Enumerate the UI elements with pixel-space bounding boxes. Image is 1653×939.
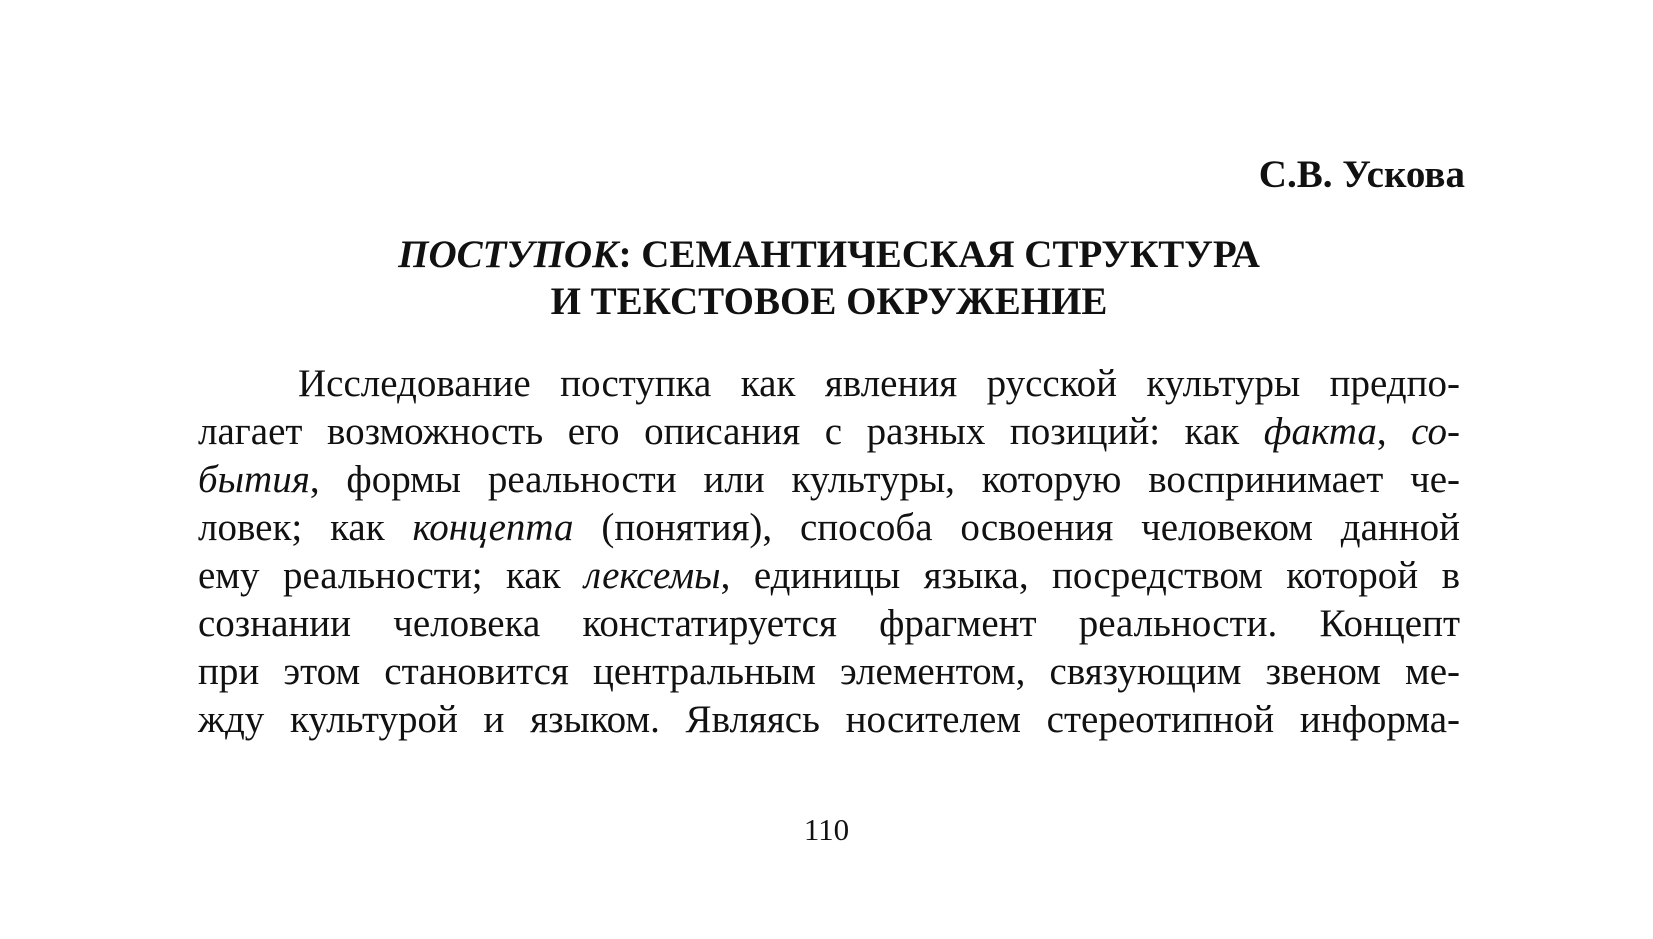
paragraph-line-5 bbox=[198, 552, 1460, 600]
italic-term-event-part2: бытия bbox=[198, 458, 310, 501]
paragraph-line-1: Исследование поступка как явления русской культуры предпо- bbox=[298, 362, 1460, 405]
author-name: С.В. Ускова bbox=[1258, 153, 1465, 196]
text-run: ему реальности; как bbox=[198, 554, 585, 597]
italic-term-event-part1: со- bbox=[1411, 410, 1460, 453]
paragraph-line-3 bbox=[198, 456, 1460, 504]
text-run: ловек; как bbox=[198, 506, 413, 549]
italic-term-fact: факта bbox=[1263, 410, 1377, 453]
title-keyword: ПОСТУПОК bbox=[398, 233, 619, 276]
italic-term-lexeme: лексемы bbox=[584, 554, 721, 597]
paragraph-line-4 bbox=[198, 504, 1460, 552]
paragraph-line-7: при этом становится центральным элементом, связующим звеном ме- bbox=[198, 650, 1460, 693]
text-run: , формы реальности или культуры, которую воспринимает че- bbox=[309, 458, 1460, 501]
paragraph-line-6: сознании человека констатируется фрагмент реальности. Концепт bbox=[198, 602, 1460, 645]
italic-term-concept: концепта bbox=[412, 506, 574, 549]
paragraph-line-8: жду культурой и языком. Являясь носителем стереотипной информа- bbox=[198, 698, 1460, 741]
article-title bbox=[198, 231, 1460, 325]
text-run: , единицы языка, посредством которой в bbox=[720, 554, 1460, 597]
text-run: , bbox=[1376, 410, 1412, 453]
title-line-1 bbox=[198, 231, 1460, 278]
paragraph-line-2 bbox=[198, 408, 1460, 456]
title-line-2: И ТЕКСТОВОЕ ОКРУЖЕНИЕ bbox=[550, 280, 1108, 323]
text-run: (понятия), способа освоения человеком данной bbox=[573, 506, 1460, 549]
page-number: 110 bbox=[803, 812, 850, 847]
body-paragraph bbox=[198, 360, 1460, 744]
title-line-1-rest: : СЕМАНТИЧЕСКАЯ СТРУКТУРА bbox=[618, 233, 1260, 276]
text-run: лагает возможность его описания с разных позиций: как bbox=[198, 410, 1264, 453]
